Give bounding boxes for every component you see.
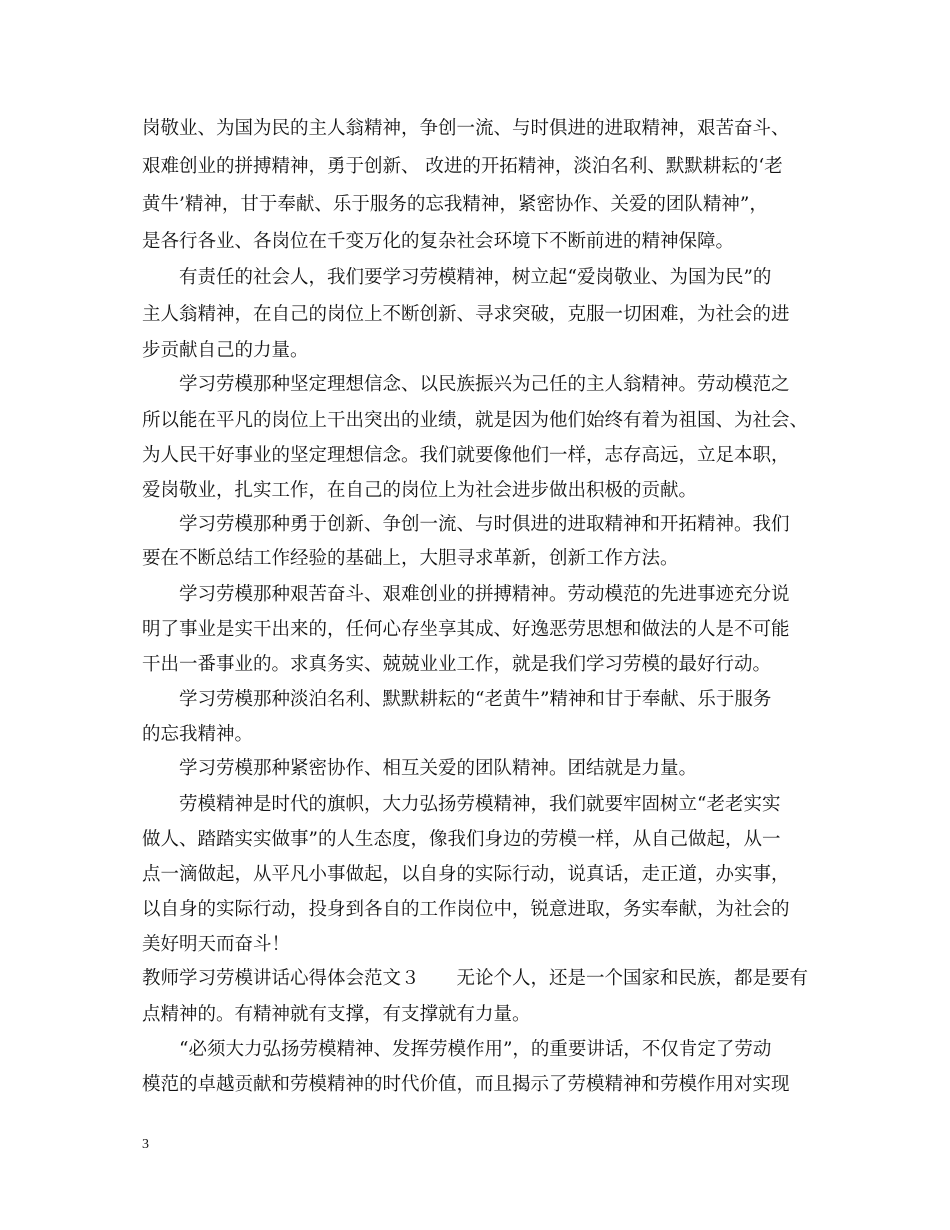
- text-line: 干出一番事业的。求真务实、兢兢业业工作，就是我们学习劳模的最好行动。: [142, 654, 772, 675]
- text-line: 步贡献自己的力量。: [142, 340, 309, 361]
- text-line: “必须大力弘扬劳模精神、发挥劳模作用”，的重要讲话，不仅肯定了劳动: [179, 1039, 772, 1060]
- text-line: 明了事业是实干出来的，任何心存坐享其成、好逸恶劳思想和做法的人是不可能: [142, 619, 790, 640]
- text-line: 模范的卓越贡献和劳模精神的时代价值，而且揭示了劳模精神和劳模作用对实现: [142, 1074, 790, 1095]
- text-line: 学习劳模那种坚定理想信念、以民族振兴为己任的主人翁精神。劳动模范之: [179, 374, 790, 395]
- text-line: 劳模精神是时代的旗帜，大力弘扬劳模精神，我们就要牢固树立“老老实实: [179, 794, 781, 815]
- page-number: 3: [142, 1137, 149, 1152]
- text-line: 学习劳模那种勇于创新、争创一流、与时俱进的进取精神和开拓精神。我们: [179, 514, 790, 535]
- text-line: 做人、踏踏实实做事”的人生态度，像我们身边的劳模一样，从自己做起，从一: [142, 829, 781, 850]
- text-line: 有责任的社会人，我们要学习劳模精神，树立起“爱岗敬业、为国为民”的: [179, 267, 772, 288]
- text-line: 为人民干好事业的坚定理想信念。我们就要像他们一样，志存高远，立足本职，: [142, 445, 790, 466]
- text-line: 主人翁精神，在自己的岗位上不断创新、寻求突破，克服一切困难，为社会的进: [142, 304, 790, 325]
- text-line: 所以能在平凡的岗位上干出突出的业绩，就是因为他们始终有着为祖国、为社会、: [142, 410, 809, 431]
- text-line: 学习劳模那种淡泊名利、默默耕耘的“老黄牛”精神和甘于奉献、乐于服务: [179, 689, 772, 710]
- text-line: 要在不断总结工作经验的基础上，大胆寻求革新，创新工作方法。: [142, 548, 679, 569]
- text-line: 学习劳模那种紧密协作、相互关爱的团队精神。团结就是力量。: [179, 758, 698, 779]
- text-line: 学习劳模那种艰苦奋斗、艰难创业的拼搏精神。劳动模范的先进事迹充分说: [179, 584, 790, 605]
- text-line: 点一滴做起，从平凡小事做起，以自身的实际行动，说真话，走正道，办实事，: [142, 864, 790, 885]
- text-line: 黄牛’精神，甘于奉献、乐于服务的忘我精神，紧密协作、关爱的团队精神”，: [142, 194, 768, 215]
- text-line: 艰难创业的拼搏精神，勇于创新、 改进的开拓精神，淡泊名利、默默耕耘的‘老: [142, 156, 783, 177]
- text-line: 是各行各业、各岗位在千变万化的复杂社会环境下不断前进的精神保障。: [142, 231, 735, 252]
- text-line: 教师学习劳模讲话心得体会范文３ 无论个人，还是一个国家和民族，都是要有: [142, 968, 809, 989]
- text-line: 的忘我精神。: [142, 724, 254, 745]
- text-line: 美好明天而奋斗！: [142, 934, 291, 955]
- text-line: 点精神的。有精神就有支撑，有支撑就有力量。: [142, 1004, 531, 1025]
- text-line: 岗敬业、为国为民的主人翁精神，争创一流、与时俱进的进取精神，艰苦奋斗、: [142, 118, 790, 139]
- text-line: 以自身的实际行动，投身到各自的工作岗位中，锐意进取，务实奉献，为社会的: [142, 899, 790, 920]
- text-line: 爱岗敬业，扎实工作，在自己的岗位上为社会进步做出积极的贡献。: [142, 480, 698, 501]
